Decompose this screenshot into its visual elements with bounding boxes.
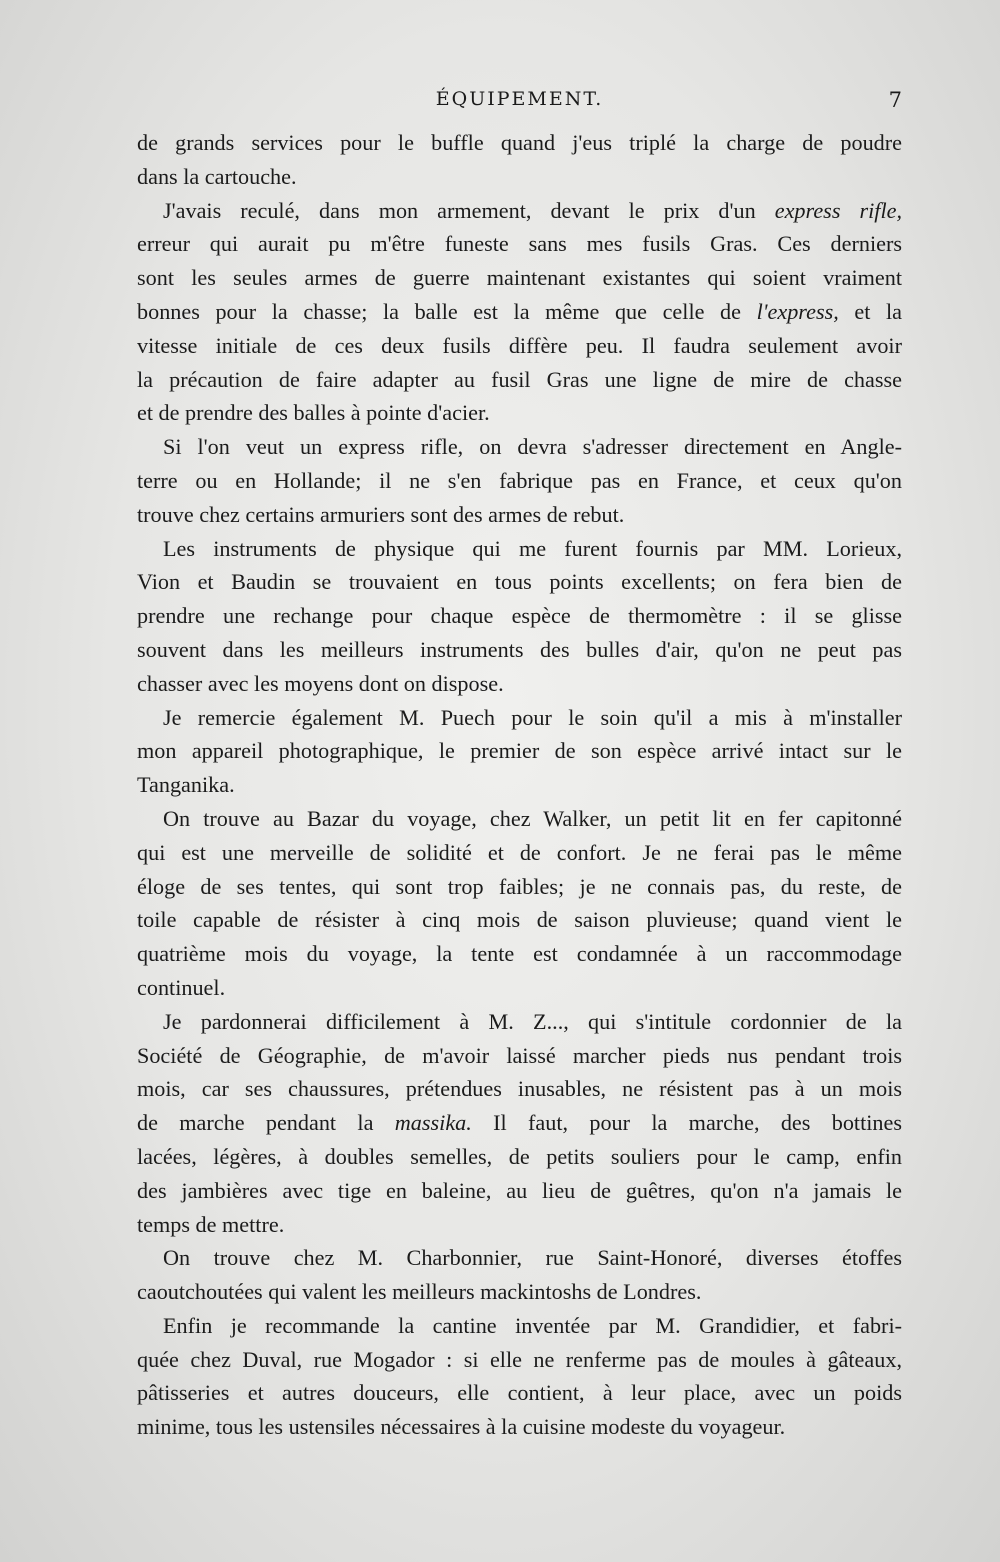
page-header (137, 88, 902, 118)
text-line (137, 194, 902, 228)
text-line: quatrième mois du voyage, la tente est condamnée à un raccommodage (137, 941, 902, 967)
text-line: caoutchoutées qui valent les meilleurs mackintoshs de Londres. (137, 1279, 702, 1305)
italic-term: massika. (394, 1110, 472, 1136)
text-line: et de prendre des balles à pointe d'acier. (137, 400, 490, 426)
text-line: Tanganika. (137, 772, 235, 798)
page-number: 7 (888, 88, 902, 112)
text-line: trouve chez certains armuriers sont des armes de rebut. (137, 501, 625, 527)
text-line: terre ou en Hollande; il ne s'en fabrique pas en France, et ceux qu'on (137, 467, 902, 493)
text-line: lacées, légères, à doubles semelles, de petits souliers pour le camp, enfin (137, 1143, 902, 1169)
text-run: Il faut, pour la marche, des bottines (471, 1110, 902, 1136)
text-line: de grands services pour le buffle quand j'eus triplé la charge de poudre (137, 130, 902, 155)
body-text (137, 126, 902, 1444)
text-line: mon appareil photographique, le premier de son espèce arrivé intact sur le (137, 738, 902, 764)
italic-term: express rifle, (774, 197, 902, 223)
text-line: quée chez Duval, rue Mogador : si elle ne renferme pas de moules à gâteaux, (137, 1346, 902, 1372)
text-line: chasser avec les moyens dont on dispose. (137, 670, 504, 696)
text-run: de marche pendant la (137, 1110, 374, 1136)
text-line: vitesse initiale de ces deux fusils diffère peu. Il faudra seulement avoir (137, 332, 902, 358)
text-line: Société de Géographie, de m'avoir laissé marcher pieds nus pendant trois (137, 1042, 902, 1068)
text-line: erreur qui aurait pu m'être funeste sans mes fusils Gras. Ces derniers (137, 231, 902, 257)
text-line: toile capable de résister à cinq mois de saison pluvieuse; quand vient le (137, 907, 902, 933)
text-run: et la (838, 298, 902, 324)
text-line: temps de mettre. (137, 1211, 285, 1237)
text-run: bonnes pour la chasse; la balle est la même que celle de (137, 298, 741, 324)
text-line: souvent dans les meilleurs instruments des bulles d'air, qu'on ne peut pas (137, 636, 902, 662)
text-line: continuel. (137, 974, 226, 1000)
text-line: prendre une rechange pour chaque espèce de thermomètre : il se glisse (137, 603, 902, 629)
text-line: dans la cartouche. (137, 163, 297, 189)
text-line: qui est une merveille de solidité et de confort. Je ne ferai pas le même (137, 839, 902, 865)
text-line (137, 295, 902, 329)
text-line: sont les seules armes de guerre maintenant existantes qui soient vraiment (137, 265, 902, 291)
text-line: la précaution de faire adapter au fusil Gras une ligne de mire de chasse (137, 366, 902, 392)
text-run: J'avais reculé, dans mon armement, devant le prix d'un (163, 197, 756, 223)
text-line: Si l'on veut un express rifle, on devra s'adresser directement en Angle- (163, 434, 902, 460)
text-line: Je pardonnerai difficilement à M. Z..., qui s'intitule cordonnier de la (163, 1008, 902, 1034)
text-line: mois, car ses chaussures, prétendues inusables, ne résistent pas à un mois (137, 1076, 902, 1102)
text-line: Je remercie également M. Puech pour le soin qu'il a mis à m'installer (163, 704, 902, 730)
text-line: des jambières avec tige en baleine, au lieu de guêtres, qu'on n'a jamais le (137, 1177, 902, 1203)
running-title: ÉQUIPEMENT. (435, 88, 604, 110)
text-line: Vion et Baudin se trouvaient en tous points excellents; on fera bien de (137, 569, 902, 595)
text-line: On trouve au Bazar du voyage, chez Walker, un petit lit en fer capitonné (163, 805, 902, 831)
text-line: minime, tous les ustensiles nécessaires à la cuisine modeste du voyageur. (137, 1414, 786, 1440)
text-line: On trouve chez M. Charbonnier, rue Saint-Honoré, diverses étoffes (163, 1245, 902, 1271)
text-line: Enfin je recommande la cantine inventée par M. Grandidier, et fabri- (163, 1312, 902, 1338)
italic-term: l'express, (756, 298, 839, 324)
text-line (137, 1106, 902, 1140)
text-line: pâtisseries et autres douceurs, elle contient, à leur place, avec un poids (137, 1380, 902, 1406)
text-line: éloge de ses tentes, qui sont trop faibles; je ne connais pas, du reste, de (137, 873, 902, 899)
text-line: Les instruments de physique qui me furent fournis par MM. Lorieux, (163, 535, 902, 561)
